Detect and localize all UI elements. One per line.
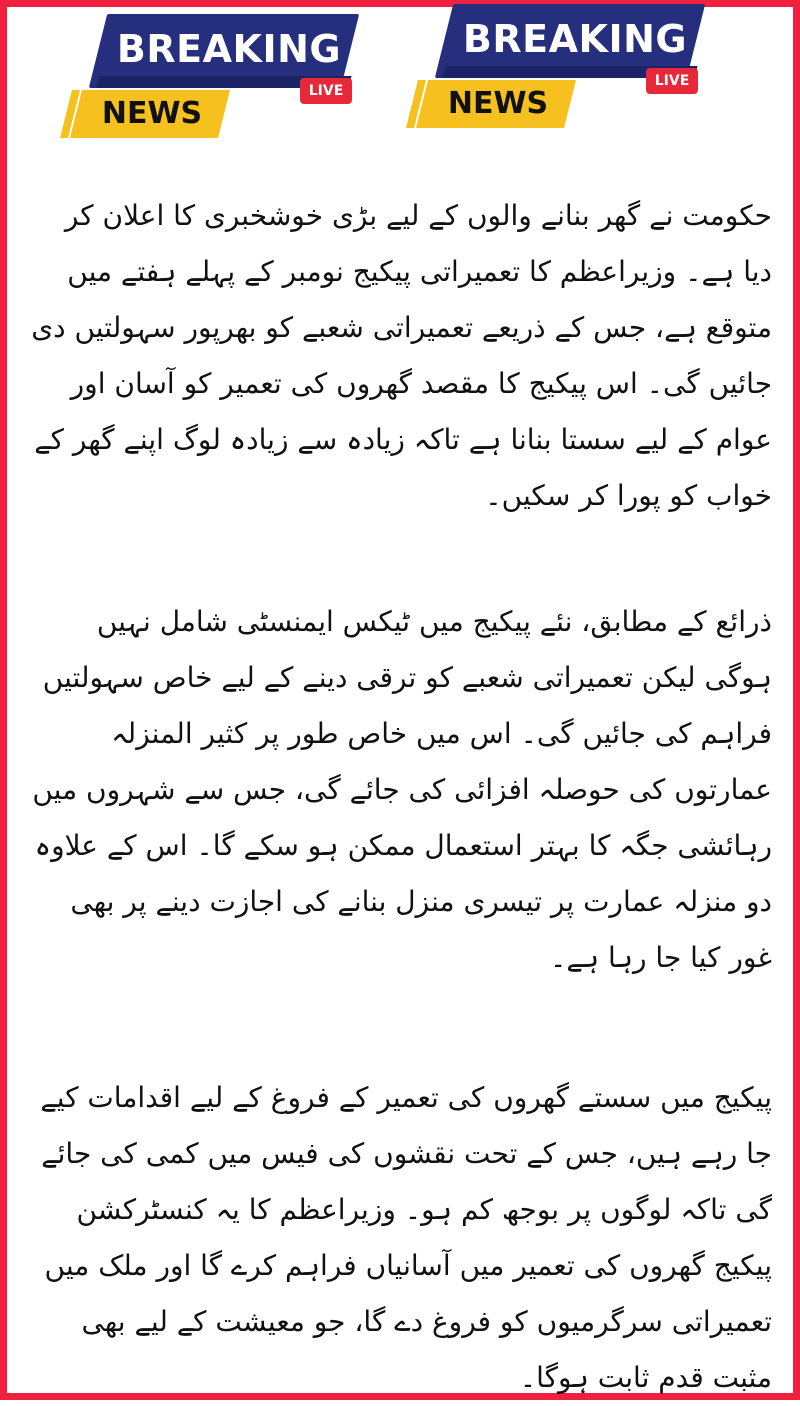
breaking-news-badge [62,14,352,144]
live-tag: LIVE [300,78,352,104]
badge-subline: NEWS [447,86,549,121]
live-tag: LIVE [646,68,698,94]
badge-subline: NEWS [101,96,203,131]
badge-headline: BREAKING [462,17,688,61]
breaking-news-badge [408,4,698,134]
article-paragraph: حکومت نے گھر بنانے والوں کے لیے بڑی خوشخبری کا اعلان کر دیا ہے۔ وزیراعظم کا تعمیراتی پیکیج نومبر کے پہلے ہفتے میں متوقع ہے، جس کے ذریعے تعمیراتی شعبے کو بھرپور سہولتیں دی جائیں گی۔ اس پیکیج کا مقصد گھروں کی تعمیر کو آسان اور عوام کے لیے سستا بنانا ہے تاکہ زیادہ سے زیادہ لوگ اپنے گھر کے خواب کو پورا کر سکیں۔ [31,199,772,512]
article-body [28,188,772,1406]
badge-headline: BREAKING [116,27,342,71]
article-paragraph: ذرائع کے مطابق، نئے پیکیج میں ٹیکس ایمنسٹی شامل نہیں ہوگی لیکن تعمیراتی شعبے کو ترقی دینے کے لیے خاص سہولتیں فراہم کی جائیں گی۔ اس میں خاص طور پر کثیر المنزلہ عمارتوں کی حوصلہ افزائی کی جائے گی، جس سے شہروں میں رہائشی جگہ کا بہتر استعمال ممکن ہو سکے گا۔ اس کے علاوہ دو منزلہ عمارت پر تیسری منزل بنانے کی اجازت دینے پر بھی غور کیا جا رہا ہے۔ [32,605,772,974]
article-paragraph: پیکیج میں سستے گھروں کی تعمیر کے فروغ کے لیے اقدامات کیے جا رہے ہیں، جس کے تحت نقشوں کی فیس میں کمی کی جائے گی تاکہ لوگوں پر بوجھ کم ہو۔ وزیراعظم کا یہ کنسٹرکشن پیکیج گھروں کی تعمیر میں آسانیاں فراہم کرے گا اور ملک میں تعمیراتی سرگرمیوں کو فروغ دے گا، جو معیشت کے لیے بھی مثبت قدم ثابت ہوگا۔ [40,1081,772,1394]
